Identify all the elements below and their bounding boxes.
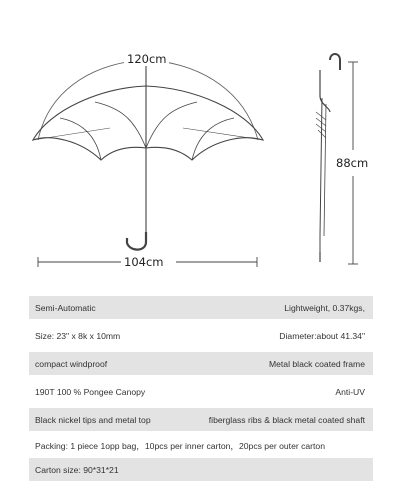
spec-row (29, 324, 373, 347)
closed-length-label: 88cm (333, 156, 371, 170)
spec-row (29, 434, 373, 457)
spec-row (29, 380, 373, 403)
spec-right: Anti-UV (335, 386, 365, 397)
spec-full: Packing: 1 piece 1opp bag，10pcs per inner carton，20pcs per outer carton (35, 440, 325, 451)
spec-right: Metal black coated frame (268, 358, 365, 369)
spec-row (29, 352, 373, 375)
spec-full: Carton size: 90*31*21 (35, 464, 119, 475)
spec-row (29, 408, 373, 431)
canopy-outline (33, 86, 263, 160)
spec-right: fiberglass ribs & black metal coated shaft (208, 414, 365, 425)
span-arc (38, 60, 258, 140)
spec-left: compact windproof (35, 358, 108, 369)
spec-right: Diameter:about 41.34" (279, 330, 365, 341)
spec-left: Black nickel tips and metal top (35, 414, 151, 425)
spec-left: Size: 23" x 8k x 10mm (35, 330, 121, 341)
spec-row (29, 296, 373, 319)
spec-row (29, 458, 373, 481)
canopy-span-label: 120cm (124, 52, 169, 66)
spec-left: Semi-Automatic (35, 302, 96, 313)
spec-left: 190T 100 % Pongee Canopy (35, 386, 146, 397)
handle (127, 232, 146, 250)
open-width-label: 104cm (121, 255, 166, 269)
spec-right: Lightweight, 0.37kgs, (284, 302, 365, 313)
